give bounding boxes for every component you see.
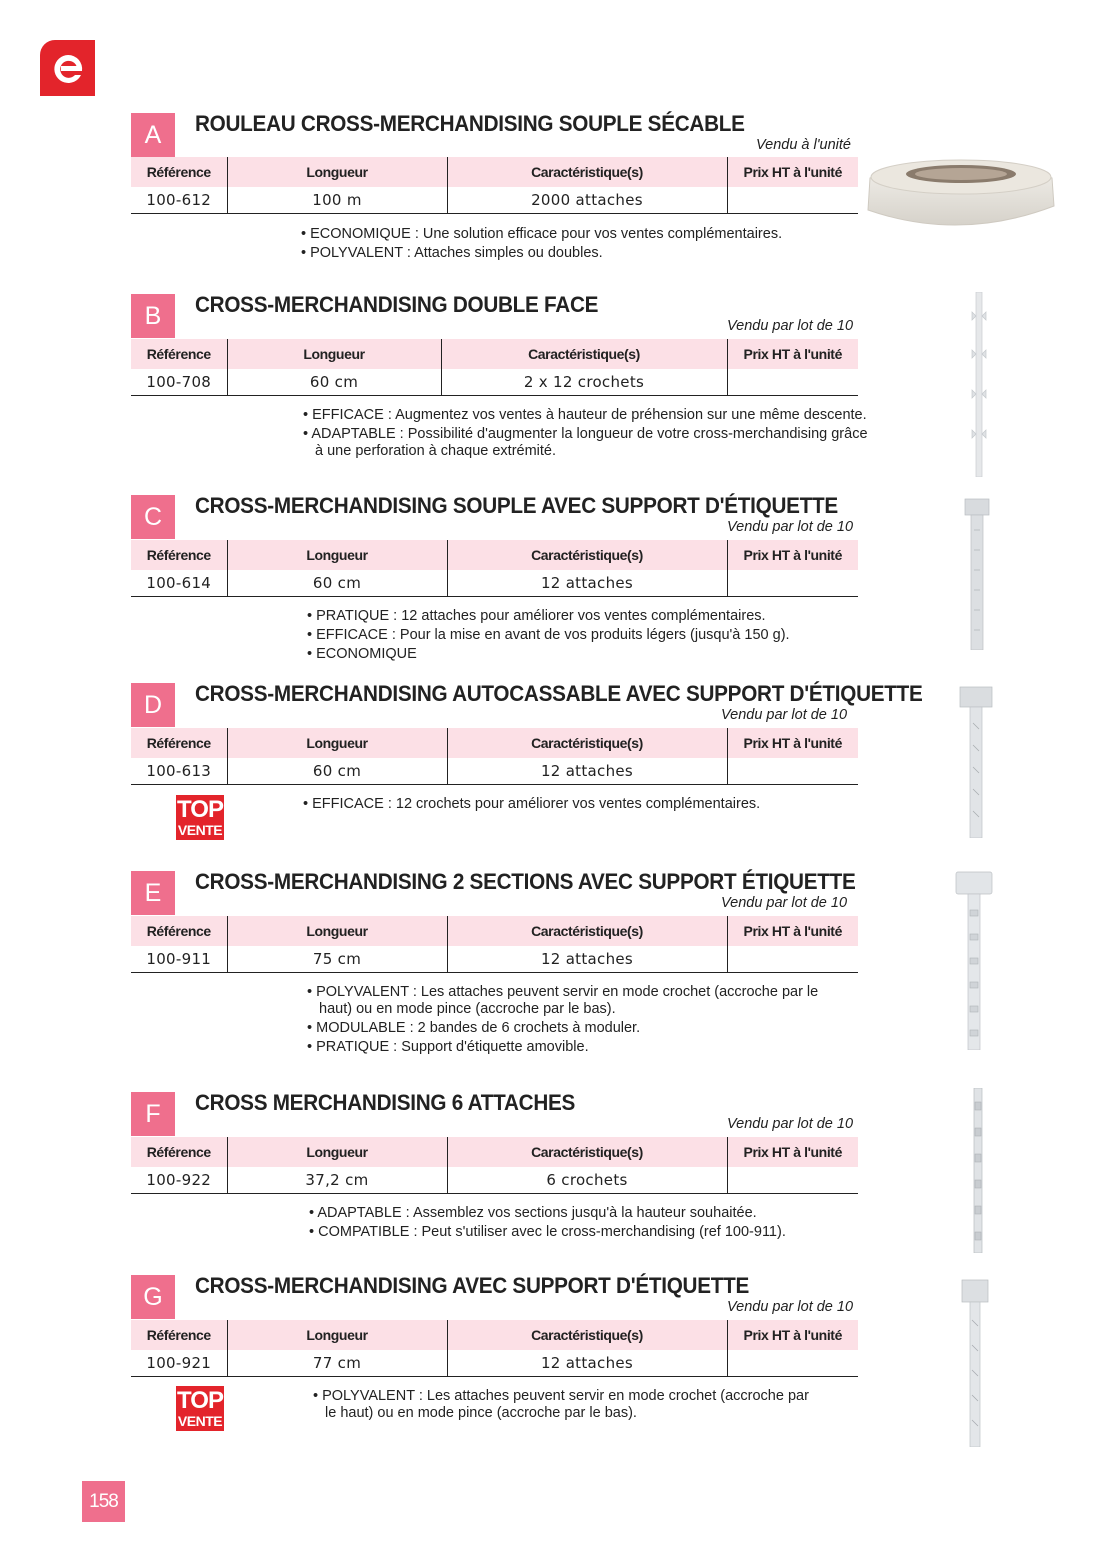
- cell-features: 12 attaches: [447, 946, 727, 972]
- section-letter: C: [131, 495, 175, 539]
- section-letter: G: [131, 1275, 175, 1319]
- cell-length: 60 cm: [227, 570, 447, 596]
- table-header: [131, 1320, 858, 1350]
- section-title: CROSS MERCHANDISING 6 ATTACHES: [195, 1090, 576, 1115]
- feature-list: [307, 984, 847, 1058]
- section-title: ROULEAU CROSS-MERCHANDISING SOUPLE SÉCABLE: [195, 111, 745, 136]
- header-features: Caractéristique(s): [447, 728, 727, 758]
- sold-by: Vendu par lot de 10: [727, 519, 854, 535]
- header-reference: Référence: [131, 1320, 227, 1350]
- sold-by: Vendu à l'unité: [756, 137, 851, 153]
- list-item: • EFFICACE : 12 crochets pour améliorer vos ventes complémentaires.: [303, 796, 863, 813]
- product-image-2-sections: [952, 868, 996, 1050]
- header-reference: Référence: [131, 916, 227, 946]
- product-table: [131, 1137, 858, 1194]
- badge-vente: VENTE: [177, 1413, 223, 1429]
- section-title: CROSS-MERCHANDISING DOUBLE FACE: [195, 292, 599, 317]
- product-section-e: [131, 871, 941, 1061]
- cell-reference: 100-612: [131, 187, 227, 213]
- header-length: Longueur: [227, 157, 447, 187]
- cell-features: 6 crochets: [447, 1167, 727, 1193]
- sold-by: Vendu par lot de 10: [721, 895, 848, 911]
- list-item: • EFFICACE : Pour la mise en avant de vos produits légers (jusqu'à 150 g).: [307, 627, 867, 644]
- table-header: [131, 728, 858, 758]
- cell-reference: 100-921: [131, 1350, 227, 1376]
- table-row: [131, 369, 858, 395]
- cell-features: 12 attaches: [447, 758, 727, 784]
- header-length: Longueur: [227, 339, 441, 369]
- list-item: • POLYVALENT : Les attaches peuvent servir en mode crochet (accroche par le haut) ou en mode pince (accroche par le bas).: [313, 1388, 823, 1422]
- cell-price: [727, 369, 858, 395]
- table-row: [131, 758, 858, 784]
- product-section-b: [131, 294, 941, 464]
- header-price: Prix HT à l'unité: [727, 157, 858, 187]
- list-item: • POLYVALENT : Attaches simples ou doubles.: [301, 245, 861, 262]
- header-features: Caractéristique(s): [447, 916, 727, 946]
- section-title: CROSS-MERCHANDISING 2 SECTIONS AVEC SUPPORT ÉTIQUETTE: [195, 869, 856, 894]
- list-item: • ADAPTABLE : Possibilité d'augmenter la longueur de votre cross-merchandising grâce à une perforation à chaque extrémité.: [303, 426, 873, 460]
- feature-list: [307, 608, 867, 665]
- product-table: [131, 1320, 858, 1377]
- header-reference: Référence: [131, 1137, 227, 1167]
- list-item: • ECONOMIQUE: [307, 646, 867, 663]
- page-number: 158: [82, 1481, 125, 1522]
- cell-features: 2 x 12 crochets: [441, 369, 727, 395]
- product-section-f: [131, 1092, 941, 1247]
- sold-by: Vendu par lot de 10: [727, 318, 854, 334]
- product-image-label-support: [958, 1275, 992, 1447]
- header-features: Caractéristique(s): [447, 1137, 727, 1167]
- product-image-double-face: [964, 292, 994, 477]
- section-letter: D: [131, 683, 175, 727]
- header-reference: Référence: [131, 157, 227, 187]
- feature-list: [303, 407, 903, 462]
- cell-price: [727, 758, 858, 784]
- product-table: [131, 157, 858, 214]
- product-section-a: [131, 113, 941, 268]
- section-title: CROSS-MERCHANDISING SOUPLE AVEC SUPPORT D'ÉTIQUETTE: [195, 493, 838, 518]
- cell-length: 100 m: [227, 187, 447, 213]
- cell-length: 75 cm: [227, 946, 447, 972]
- header-features: Caractéristique(s): [447, 1320, 727, 1350]
- header-price: Prix HT à l'unité: [727, 540, 858, 570]
- cell-length: 60 cm: [227, 758, 447, 784]
- list-item: • ADAPTABLE : Assemblez vos sections jusqu'à la hauteur souhaitée.: [309, 1205, 869, 1222]
- table-row: [131, 570, 858, 596]
- product-table: [131, 540, 858, 597]
- badge-vente: VENTE: [177, 822, 223, 838]
- header-features: Caractéristique(s): [441, 339, 727, 369]
- header-reference: Référence: [131, 339, 227, 369]
- header-features: Caractéristique(s): [447, 540, 727, 570]
- table-row: [131, 946, 858, 972]
- section-letter: A: [131, 113, 175, 157]
- header-reference: Référence: [131, 540, 227, 570]
- cell-price: [727, 1167, 858, 1193]
- table-header: [131, 1137, 858, 1167]
- cell-length: 77 cm: [227, 1350, 447, 1376]
- section-letter: E: [131, 871, 175, 915]
- cell-price: [727, 570, 858, 596]
- header-reference: Référence: [131, 728, 227, 758]
- header-price: Prix HT à l'unité: [727, 339, 858, 369]
- list-item: • PRATIQUE : Support d'étiquette amovible.: [307, 1039, 847, 1056]
- cell-features: 2000 attaches: [447, 187, 727, 213]
- table-row: [131, 1350, 858, 1376]
- sold-by: Vendu par lot de 10: [727, 1299, 854, 1315]
- top-vente-badge: [176, 1386, 224, 1431]
- feature-list: [309, 1205, 869, 1243]
- product-table: [131, 339, 858, 396]
- table-header: [131, 157, 858, 187]
- list-item: • MODULABLE : 2 bandes de 6 crochets à moduler.: [307, 1020, 847, 1037]
- table-row: [131, 187, 858, 213]
- header-length: Longueur: [227, 728, 447, 758]
- sold-by: Vendu par lot de 10: [721, 707, 848, 723]
- cell-features: 12 attaches: [447, 570, 727, 596]
- product-image-autocassable: [958, 683, 994, 838]
- header-price: Prix HT à l'unité: [727, 1137, 858, 1167]
- header-price: Prix HT à l'unité: [727, 728, 858, 758]
- section-letter: B: [131, 294, 175, 338]
- product-table: [131, 916, 858, 973]
- brand-logo: [40, 40, 95, 96]
- table-header: [131, 916, 858, 946]
- header-length: Longueur: [227, 1320, 447, 1350]
- top-vente-badge: [176, 795, 224, 840]
- list-item: • PRATIQUE : 12 attaches pour améliorer vos ventes complémentaires.: [307, 608, 867, 625]
- cell-reference: 100-911: [131, 946, 227, 972]
- header-features: Caractéristique(s): [447, 157, 727, 187]
- sold-by: Vendu par lot de 10: [727, 1116, 854, 1132]
- cell-price: [727, 1350, 858, 1376]
- product-table: [131, 728, 858, 785]
- cell-price: [727, 946, 858, 972]
- header-price: Prix HT à l'unité: [727, 916, 858, 946]
- header-length: Longueur: [227, 540, 447, 570]
- section-letter: F: [131, 1092, 175, 1136]
- cell-features: 12 attaches: [447, 1350, 727, 1376]
- section-title: CROSS-MERCHANDISING AVEC SUPPORT D'ÉTIQUETTE: [195, 1273, 750, 1298]
- list-item: • POLYVALENT : Les attaches peuvent servir en mode crochet (accroche par le haut) ou en mode pince (accroche par le bas).: [307, 984, 847, 1018]
- product-section-d: [131, 683, 941, 853]
- product-section-g: [131, 1275, 941, 1440]
- cell-reference: 100-708: [131, 369, 227, 395]
- list-item: • EFFICACE : Augmentez vos ventes à hauteur de préhension sur une même descente.: [303, 407, 903, 424]
- feature-list: [303, 796, 863, 815]
- header-length: Longueur: [227, 916, 447, 946]
- product-image-6-attaches: [970, 1088, 986, 1253]
- table-header: [131, 540, 858, 570]
- table-header: [131, 339, 858, 369]
- table-row: [131, 1167, 858, 1193]
- cell-reference: 100-614: [131, 570, 227, 596]
- product-section-c: [131, 495, 941, 667]
- e-letter-icon: [48, 49, 88, 89]
- badge-top: TOP: [177, 796, 223, 823]
- cell-price: [727, 187, 858, 213]
- cell-reference: 100-613: [131, 758, 227, 784]
- feature-list: [313, 1388, 823, 1424]
- cell-length: 37,2 cm: [227, 1167, 447, 1193]
- section-title: CROSS-MERCHANDISING AUTOCASSABLE AVEC SUPPORT D'ÉTIQUETTE: [195, 681, 923, 706]
- cell-reference: 100-922: [131, 1167, 227, 1193]
- list-item: • COMPATIBLE : Peut s'utiliser avec le cross-merchandising (ref 100-911).: [309, 1224, 869, 1241]
- cell-length: 60 cm: [227, 369, 441, 395]
- product-image-strip-label: [962, 495, 992, 650]
- header-length: Longueur: [227, 1137, 447, 1167]
- header-price: Prix HT à l'unité: [727, 1320, 858, 1350]
- badge-top: TOP: [177, 1387, 223, 1414]
- list-item: • ECONOMIQUE : Une solution efficace pour vos ventes complémentaires.: [301, 226, 861, 243]
- feature-list: [301, 226, 861, 264]
- product-image-roll: [862, 150, 1060, 240]
